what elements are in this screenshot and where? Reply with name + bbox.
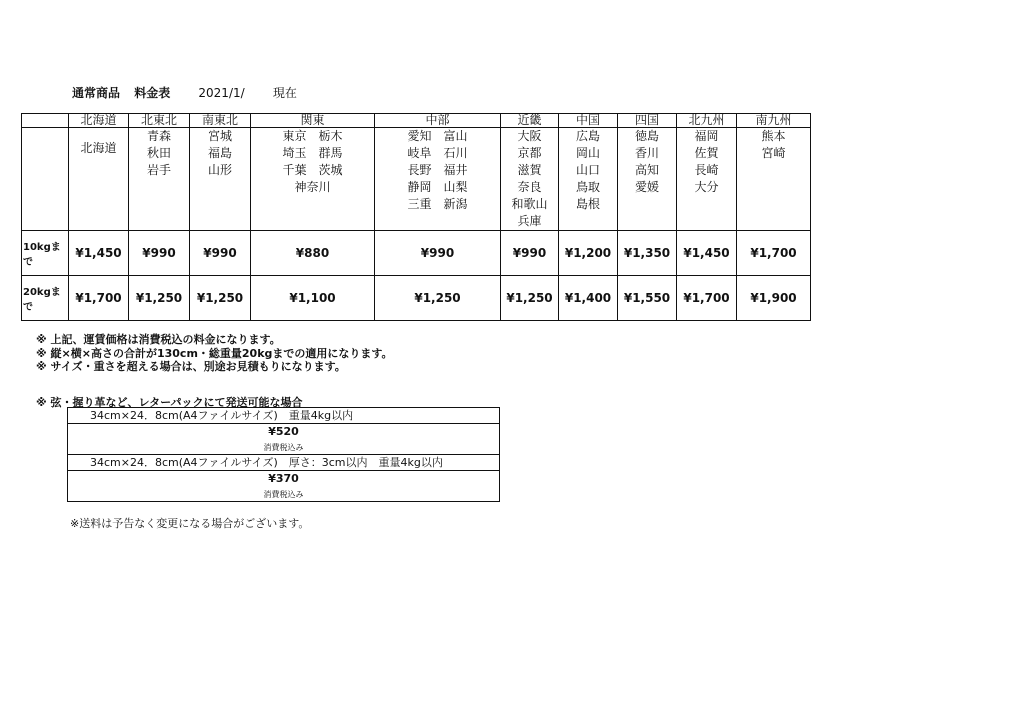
price-cell: ¥1,900	[737, 276, 811, 321]
prefecture-name: 山口	[575, 163, 600, 177]
prefecture-name: 千葉 茨城	[282, 163, 343, 177]
prefecture-name: 京都	[517, 146, 542, 160]
prefecture-cell	[677, 128, 737, 231]
prefecture-name: 宮城	[207, 129, 232, 143]
price-cell: ¥990	[501, 231, 559, 276]
letterpack-price-cell	[68, 471, 499, 501]
letterpack-desc: 34cm×24．8cm(A4ファイルサイズ) 厚さ：3cm以内 重量4kg以内	[68, 455, 499, 471]
price-cell: ¥1,200	[559, 231, 618, 276]
prefecture-name: 大分	[694, 180, 719, 194]
prefecture-name: 広島	[575, 129, 600, 143]
prefecture-name: 宮崎	[761, 146, 786, 160]
region-header: 中部	[375, 114, 501, 128]
price-cell: ¥1,250	[375, 276, 501, 321]
price-cell: ¥990	[129, 231, 190, 276]
region-header: 北九州	[677, 114, 737, 128]
prefecture-name: 熊本	[761, 129, 786, 143]
region-header: 南東北	[190, 114, 251, 128]
prefecture-cell	[251, 128, 375, 231]
price-cell: ¥1,100	[251, 276, 375, 321]
prefecture-cell	[190, 128, 251, 231]
blank-label-cell	[22, 128, 69, 231]
price-cell: ¥1,350	[618, 231, 677, 276]
rate-table	[21, 113, 811, 321]
title-label-table: 料金表	[134, 86, 171, 100]
letterpack-table	[67, 407, 500, 502]
prefecture-cell	[618, 128, 677, 231]
prefecture-name: 山形	[207, 163, 232, 177]
price-cell: ¥880	[251, 231, 375, 276]
prefecture-name: 埼玉 群馬	[282, 146, 343, 160]
prefecture-cell	[129, 128, 190, 231]
prefecture-name: 和歌山	[511, 197, 548, 211]
prefecture-name: 長野 福井	[407, 163, 468, 177]
price-cell: ¥1,250	[501, 276, 559, 321]
footer-note: ※送料は予告なく変更になる場合がございます。	[70, 517, 310, 530]
price-cell: ¥990	[375, 231, 501, 276]
price-cell: ¥1,450	[69, 231, 129, 276]
price-cell: ¥1,700	[677, 276, 737, 321]
region-header: 北海道	[69, 114, 129, 128]
prefecture-name: 福岡	[694, 129, 719, 143]
price-row-20kg	[22, 276, 811, 321]
prefecture-name: 兵庫	[517, 214, 542, 228]
letterpack-price: ¥520	[268, 425, 299, 438]
price-cell: ¥1,550	[618, 276, 677, 321]
note-line: ※ 縦×横×高さの合計が130cm・総重量20kgまでの適用になります。	[36, 346, 393, 360]
region-header: 北東北	[129, 114, 190, 128]
title-as-of: 現在	[272, 86, 297, 100]
region-header: 関東	[251, 114, 375, 128]
price-cell: ¥1,250	[190, 276, 251, 321]
note-line: ※ 上記、運賃価格は消費税込の料金になります。	[36, 333, 281, 346]
prefecture-name: 佐賀	[694, 146, 719, 160]
prefecture-name: 岩手	[146, 163, 171, 177]
prefecture-name: 愛知 富山	[407, 129, 468, 143]
corner-cell	[22, 114, 69, 128]
letterpack-title: ※ 弦・握り革など、レターパックにて発送可能な場合	[36, 396, 303, 409]
weight-label: 10kgまで	[22, 231, 69, 276]
title-label-product: 通常商品	[72, 86, 121, 100]
notes-block	[36, 333, 393, 374]
weight-label: 20kgまで	[22, 276, 69, 321]
prefecture-name: 北海道	[80, 141, 117, 155]
prefecture-name: 滋賀	[517, 163, 542, 177]
prefecture-name: 東京 栃木	[282, 129, 343, 143]
prefecture-name: 島根	[575, 197, 600, 211]
letterpack-tax-note: 消費税込み	[263, 490, 304, 499]
region-header: 中国	[559, 114, 618, 128]
region-header-row	[22, 114, 811, 128]
note-line: ※ サイズ・重さを超える場合は、別途お見積もりになります。	[36, 360, 346, 373]
prefecture-name: 神奈川	[294, 180, 331, 194]
prefecture-name: 徳島	[634, 129, 659, 143]
prefecture-cell	[69, 128, 129, 231]
prefecture-name: 福島	[207, 146, 232, 160]
prefecture-name: 秋田	[146, 146, 171, 160]
prefecture-cell	[559, 128, 618, 231]
prefecture-cell	[737, 128, 811, 231]
region-header: 四国	[618, 114, 677, 128]
prefecture-name: 愛媛	[634, 180, 659, 194]
prefecture-cell	[501, 128, 559, 231]
price-row-10kg	[22, 231, 811, 276]
prefecture-name: 長崎	[694, 163, 719, 177]
prefecture-cell	[375, 128, 501, 231]
prefecture-name: 岡山	[575, 146, 600, 160]
letterpack-tax-note: 消費税込み	[263, 443, 304, 452]
title-date: 2021/1/	[198, 86, 245, 100]
prefecture-row	[22, 128, 811, 231]
price-cell: ¥990	[190, 231, 251, 276]
letterpack-price-cell	[68, 424, 499, 455]
prefecture-name: 高知	[634, 163, 659, 177]
price-cell: ¥1,700	[69, 276, 129, 321]
prefecture-name: 静岡 山梨	[407, 180, 468, 194]
price-cell: ¥1,400	[559, 276, 618, 321]
prefecture-name: 三重 新潟	[407, 197, 468, 211]
region-header: 南九州	[737, 114, 811, 128]
price-cell: ¥1,450	[677, 231, 737, 276]
document-title	[72, 84, 307, 101]
prefecture-name: 青森	[146, 129, 171, 143]
prefecture-name: 大阪	[517, 129, 542, 143]
letterpack-price: ¥370	[268, 472, 299, 485]
prefecture-name: 岐阜 石川	[407, 146, 468, 160]
prefecture-name: 鳥取	[575, 180, 600, 194]
price-cell: ¥1,700	[737, 231, 811, 276]
prefecture-name: 香川	[634, 146, 659, 160]
letterpack-desc: 34cm×24．8cm(A4ファイルサイズ) 重量4kg以内	[68, 408, 499, 424]
price-cell: ¥1,250	[129, 276, 190, 321]
prefecture-name: 奈良	[517, 180, 542, 194]
region-header: 近畿	[501, 114, 559, 128]
